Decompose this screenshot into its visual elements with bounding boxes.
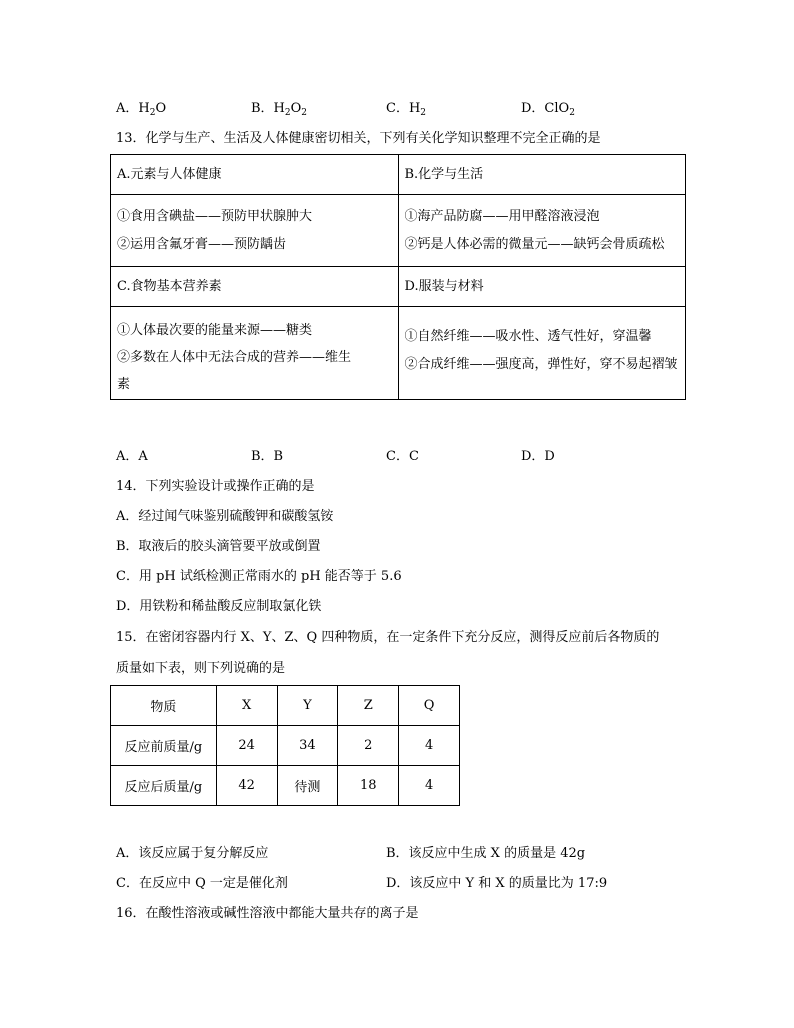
q15-table [110,685,460,806]
q15-option-a: A．该反应属于复分解反应 [116,846,269,861]
q13-cell-a-body [111,195,399,267]
q13-c-item: 素 [117,377,131,392]
q15-table-row [111,726,460,766]
q15-cell: 4 [399,726,460,766]
q13-c-item: ②多数在人体中无法合成的营养——维生 [117,350,352,365]
q14-option-c: C．用 pH 试纸检测正常雨水的 pH 能否等于 5.6 [116,569,402,584]
q15-table-row [111,766,460,806]
q14-stem: 14．下列实验设计或操作正确的是 [116,479,315,494]
q15-option-b: B．该反应中生成 X 的质量是 42g [386,846,586,861]
q13-cell-a-title: A.元素与人体健康 [111,155,399,195]
q13-a-item: ①食用含碘盐——预防甲状腺肿大 [117,209,313,224]
q15-cell: 24 [216,726,277,766]
q15-header-cell: X [216,686,277,726]
q12-option-c: C．$H_2$ [386,101,427,118]
q13-cell-c-body [111,307,399,400]
q15-option-d: D．该反应中 Y 和 X 的质量比为 17:9 [386,876,608,891]
q13-option-a: A．A [116,449,148,464]
q13-option-c: C．C [386,449,419,464]
q12-option-a: A．$H_2O$ [116,101,167,118]
q15-cell: 34 [277,726,338,766]
q15-cell: 4 [399,766,460,806]
q13-cell-b-title: B.化学与生活 [398,155,686,195]
q15-table-header-row [111,686,460,726]
q15-cell: 42 [216,766,277,806]
q15-cell: 18 [338,766,399,806]
q16-stem: 16．在酸性溶液或碱性溶液中都能大量共存的离子是 [116,906,419,921]
q15-cell: 待测 [277,766,338,806]
q15-cell: 反应后质量/g [111,766,217,806]
q15-cell: 反应前质量/g [111,726,217,766]
q15-cell: 2 [338,726,399,766]
q15-stem-line1: 15．在密闭容器内行 X、Y、Z、Q 四种物质，在一定条件下充分反应，测得反应前后各物质的 [116,630,660,645]
q13-d-item: ②合成纤维——强度高，弹性好，穿不易起褶皱 [404,357,678,372]
q14-option-d: D．用铁粉和稀盐酸反应制取氯化铁 [116,599,322,614]
q13-option-b: B．B [251,449,284,464]
q13-d-item: ①自然纤维——吸水性、透气性好，穿温馨 [404,329,652,344]
q12-option-b: B．$H_2O_2$ [251,101,308,118]
q15-header-cell: Z [338,686,399,726]
q13-cell-d-title: D.服装与材料 [398,267,686,307]
q14-option-b: B．取液后的胶头滴管要平放或倒置 [116,539,321,554]
q15-option-c: C．在反应中 Q 一定是催化剂 [116,876,288,891]
q13-table [110,154,686,400]
q15-header-cell: Y [277,686,338,726]
q13-cell-d-body [398,307,686,400]
q13-c-item: ①人体最次要的能量来源——糖类 [117,323,313,338]
q13-stem: 13．化学与生产、生活及人体健康密切相关，下列有关化学知识整理不完全正确的是 [116,131,601,146]
q13-option-d: D．D [521,449,555,464]
q13-b-item: ②钙是人体必需的微量元——缺钙会骨质疏松 [404,237,665,252]
q15-stem-line2: 质量如下表，则下列说确的是 [116,661,286,676]
q13-b-item: ①海产品防腐——用甲醛溶液浸泡 [404,209,600,224]
q15-header-cell: 物质 [111,686,217,726]
q13-cell-c-title: C.食物基本营养素 [111,267,399,307]
q13-cell-b-body [398,195,686,267]
q12-option-d: D．ClO$_2$ [521,101,575,118]
q14-option-a: A．经过闻气味鉴别硫酸钾和碳酸氢铵 [116,509,334,524]
q15-header-cell: Q [399,686,460,726]
q13-a-item: ②运用含氟牙膏——预防龋齿 [117,237,287,252]
